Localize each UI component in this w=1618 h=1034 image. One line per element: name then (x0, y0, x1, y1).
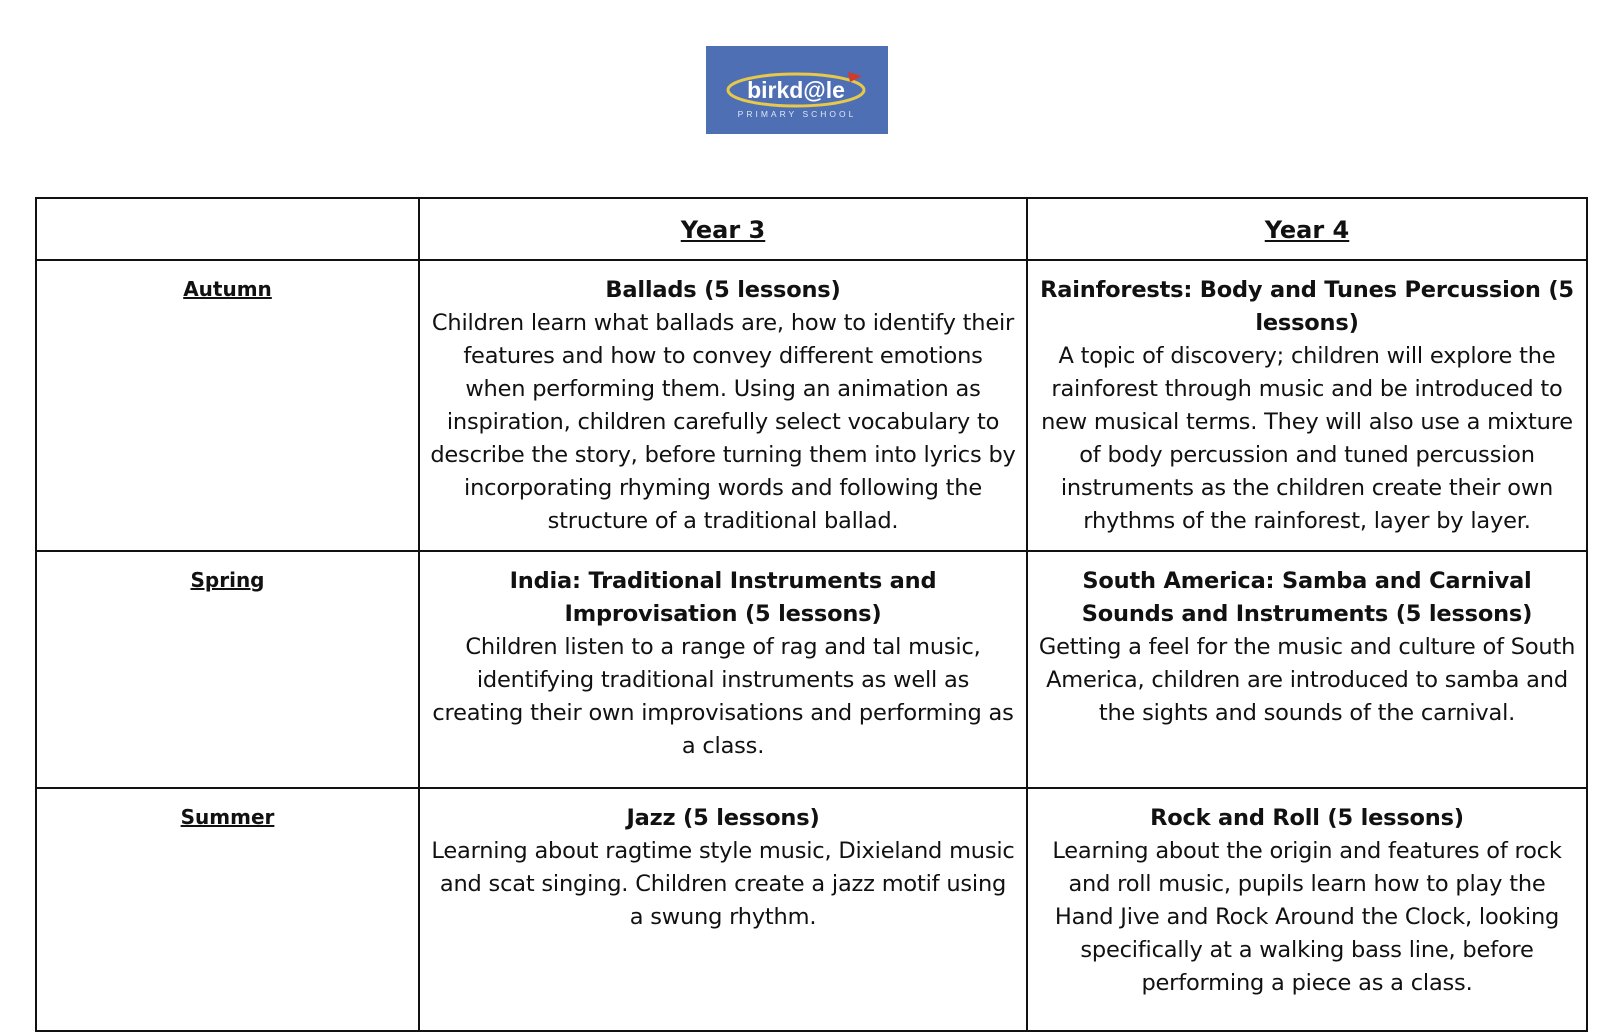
unit-description: Learning about the origin and features of rock and roll music, pupils learn how to play the Hand Jive and Rock Around the Clock, looking specifically at a walking bass line, before performing a piece as a class. (1052, 838, 1562, 996)
logo-school: PRIMARY SCHOOL (737, 109, 857, 119)
unit-cell (419, 260, 1027, 551)
unit-title: Rock and Roll (5 lessons) (1150, 805, 1464, 831)
unit-title: Rainforests: Body and Tunes Percussion (5 lessons) (1040, 277, 1574, 336)
unit-cell (419, 551, 1027, 788)
unit-cell (419, 788, 1027, 1031)
unit-description: Getting a feel for the music and culture of South America, children are introduced to samba and the sights and sounds of the carnival. (1038, 634, 1576, 726)
table-header-row (36, 198, 1587, 260)
season-label: Spring (36, 551, 419, 788)
header-year-3: Year 3 (419, 198, 1027, 260)
unit-description: Children listen to a range of rag and tal music, identifying traditional instruments as well as creating their own improvisations and performing as a class. (432, 634, 1014, 759)
unit-title: Jazz (5 lessons) (626, 805, 820, 831)
unit-title: India: Traditional Instruments and Improvisation (5 lessons) (509, 568, 937, 627)
table-row (36, 788, 1587, 1031)
unit-cell (1027, 788, 1587, 1031)
curriculum-table (35, 197, 1588, 1032)
table-row (36, 260, 1587, 551)
season-label: Summer (36, 788, 419, 1031)
unit-cell (1027, 260, 1587, 551)
unit-description: Children learn what ballads are, how to identify their features and how to convey different emotions when performing them. Using an animation as inspiration, children carefully select vocabulary to describe the story, before turning them into lyrics by incorporating rhyming words and following the structure of a traditional ballad. (430, 310, 1016, 534)
header-empty (36, 198, 419, 260)
logo-name: birkd@le (747, 77, 845, 103)
header-year-4: Year 4 (1027, 198, 1587, 260)
season-label: Autumn (36, 260, 419, 551)
unit-cell (1027, 551, 1587, 788)
table-row (36, 551, 1587, 788)
unit-title: South America: Samba and Carnival Sounds and Instruments (5 lessons) (1081, 568, 1533, 627)
unit-description: A topic of discovery; children will explore the rainforest through music and be introduced to new musical terms. They will also use a mixture of body percussion and tuned percussion instruments as the children create their own rhythms of the rainforest, layer by layer. (1041, 343, 1573, 534)
school-logo (706, 46, 888, 134)
unit-description: Learning about ragtime style music, Dixieland music and scat singing. Children create a jazz motif using a swung rhythm. (431, 838, 1015, 930)
unit-title: Ballads (5 lessons) (605, 277, 841, 303)
